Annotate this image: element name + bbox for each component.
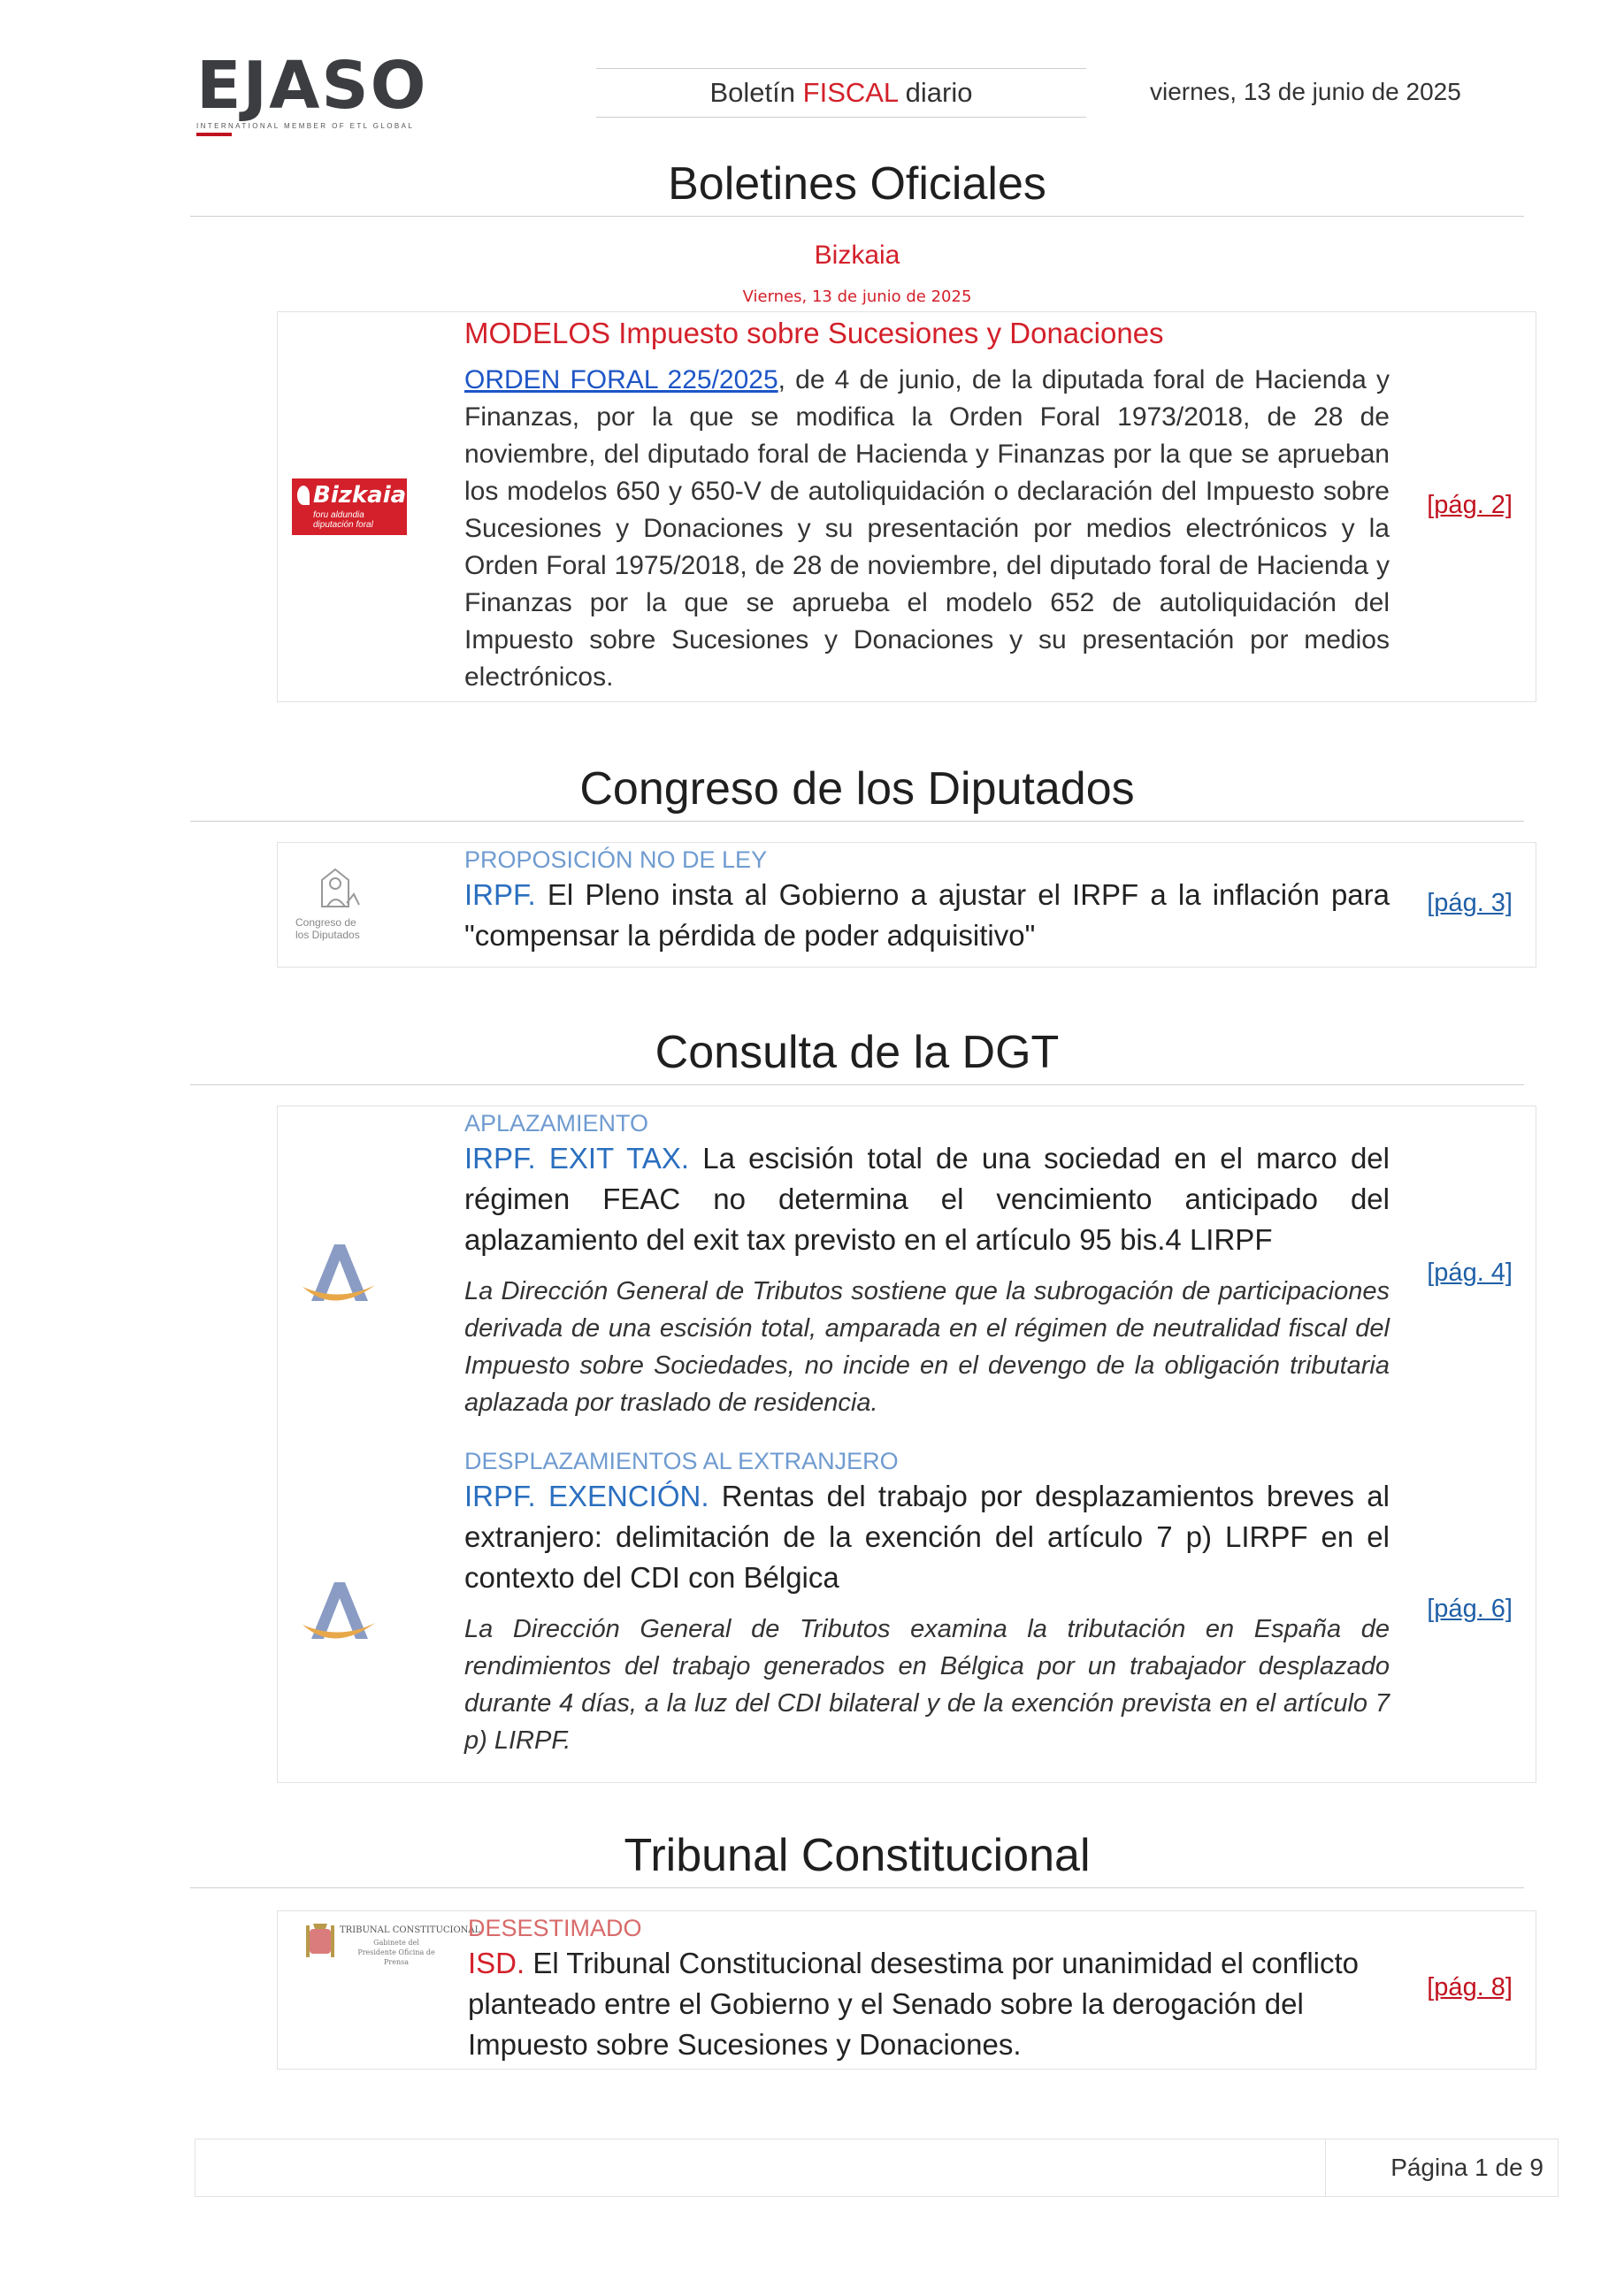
news-category: PROPOSICIÓN NO DE LEY — [464, 846, 768, 873]
news-tag: ISD. — [468, 1947, 525, 1979]
section-title-boletines: Boletines Oficiales — [190, 157, 1524, 217]
orden-foral-link[interactable]: ORDEN FORAL 225/2025 — [464, 365, 778, 394]
section-subtitle-bizkaia: Bizkaia — [814, 241, 900, 270]
section-title-tribunal: Tribunal Constitucional — [190, 1829, 1524, 1888]
agencia-tributaria-logo — [299, 1239, 380, 1306]
news-card — [277, 842, 1536, 968]
coat-of-arms-icon — [304, 1922, 336, 1961]
news-headline: IRPF. EXENCIÓN. Rentas del trabajo por desplazamientos breves al extranjero: delimitación de la exención del artículo 7 p) LIRPF en el contexto del CDI con Bélgica — [464, 1480, 1390, 1594]
news-headline: IRPF. El Pleno insta al Gobierno a ajustar el IRPF a la inflación para "compensar la pérdida de poder adquisitivo" — [464, 878, 1390, 952]
news-headline: ISD. El Tribunal Constitucional desestima por unanimidad el conflicto planteado entre el Gobierno y el Senado sobre la derogación del Impuesto sobre Sucesiones y Donaciones. — [468, 1947, 1360, 2061]
news-card — [277, 1910, 1536, 2070]
ejaso-logo — [196, 48, 428, 134]
news-tag: IRPF. EXIT TAX. — [464, 1142, 690, 1175]
news-category: APLAZAMIENTO — [464, 1110, 649, 1137]
page-ref-link[interactable]: [pág. 8] — [1427, 1973, 1513, 2001]
page-number: Página 1 de 9 — [1390, 2154, 1544, 2181]
header-date: viernes, 13 de junio de 2025 — [1150, 78, 1461, 105]
news-card-group — [277, 1106, 1536, 1783]
news-content — [464, 1108, 1390, 1421]
news-content — [464, 845, 1390, 956]
bizkaia-leaf-icon — [297, 486, 310, 505]
page-ref-link[interactable]: [pág. 6] — [1427, 1595, 1513, 1623]
footer-divider — [1325, 2139, 1326, 2196]
section-title-congreso: Congreso de los Diputados — [190, 762, 1524, 822]
news-content — [464, 316, 1390, 696]
logo-text: EJASO — [196, 48, 428, 124]
agencia-tributaria-logo — [299, 1577, 380, 1644]
page-ref-link[interactable]: [pág. 4] — [1427, 1259, 1513, 1287]
news-category: DESPLAZAMIENTOS AL EXTRANJERO — [464, 1448, 899, 1474]
news-card — [277, 311, 1536, 702]
logo-accent-bar — [196, 133, 232, 136]
news-headline: IRPF. EXIT TAX. La escisión total de una sociedad en el marco del régimen FEAC no determina el vencimiento anticipado del aplazamiento del exit tax previsto en el artículo 95 bis.4 LIRPF — [464, 1142, 1390, 1256]
page-ref-link[interactable]: [pág. 3] — [1427, 889, 1513, 917]
news-category: DESESTIMADO — [468, 1915, 642, 1941]
congreso-logo: Congreso de los Diputados — [295, 862, 393, 951]
news-summary: La Dirección General de Tributos sostiene que la subrogación de participaciones derivada de una escisión total, amparada en el régimen de neutralidad fiscal del Impuesto sobre Sociedades, no incide en el devengo de la obligación tributaria aplazada por traslado de residencia. — [464, 1277, 1390, 1417]
news-tag: IRPF. EXENCIÓN. — [464, 1480, 709, 1512]
news-summary: La Dirección General de Tributos examina la tributación en España de rendimientos del trabajo generados en Bélgica por un trabajador desplazado durante 4 días, a la luz del CDI bilateral y de la exención prevista en el artículo 7 p) LIRPF. — [464, 1615, 1390, 1755]
news-body: ORDEN FORAL 225/2025, de 4 de junio, de la diputada foral de Hacienda y Finanzas, por la que se modifica la Orden Foral 1973/2018, de 28 de noviembre, del diputado foral de Hacienda y Finanzas por la que se aprueban los modelos 650 y 650-V de autoliquidación o declaración del Impuesto sobre Sucesiones y Donaciones y su presentación por medios electrónicos y la Orden Foral 1975/2018, de 28 de noviembre, del diputado foral de Hacienda y Finanzas por la que se aprueba el modelo 652 de autoliquidación del Impuesto sobre Sucesiones y Donaciones y su presentación por medios electrónicos. — [464, 365, 1390, 692]
news-title: MODELOS Impuesto sobre Sucesiones y Donaciones — [464, 317, 1164, 349]
section-title-dgt: Consulta de la DGT — [190, 1026, 1524, 1085]
page-footer — [195, 2139, 1559, 2197]
page-ref-link[interactable]: [pág. 2] — [1427, 491, 1513, 519]
news-content — [468, 1913, 1393, 2065]
news-tag: IRPF. — [464, 878, 536, 911]
bizkaia-logo: Bizkaia foru aldundia diputación foral — [292, 478, 407, 535]
logo-subtitle: INTERNATIONAL MEMBER OF ETL GLOBAL — [196, 122, 415, 130]
bulletin-highlight: FISCAL — [802, 77, 899, 108]
congreso-emblem-icon — [295, 862, 393, 912]
news-content — [464, 1446, 1390, 1759]
bulletin-title: Boletín FISCAL diario — [596, 68, 1086, 118]
section-subdate: Viernes, 13 de junio de 2025 — [742, 287, 972, 306]
tribunal-constitucional-logo: TRIBUNAL CONSTITUCIONAL Gabinete del Presidente Oficina de Prensa — [304, 1922, 446, 1964]
